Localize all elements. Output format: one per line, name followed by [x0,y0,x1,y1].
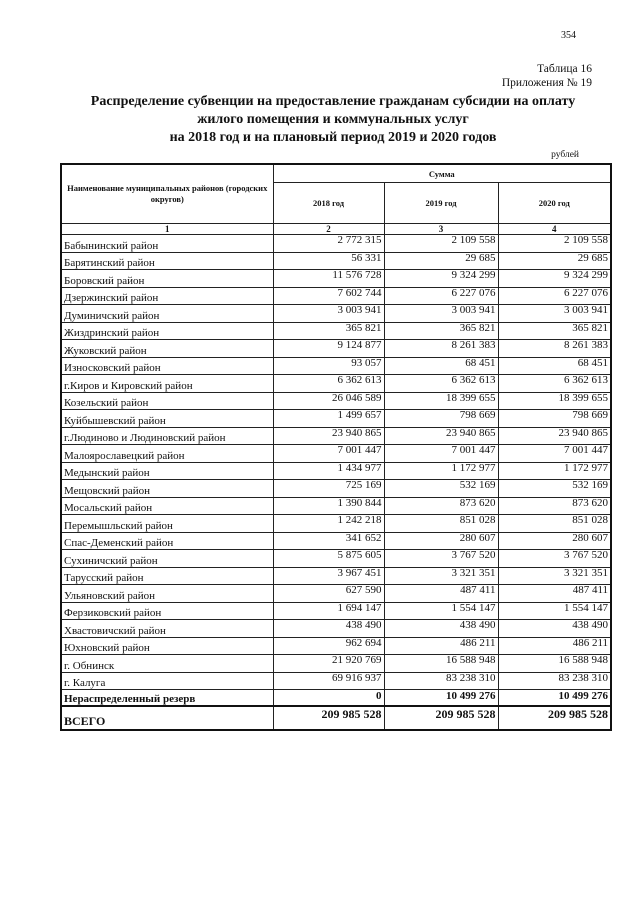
amount-2018: 11 576 728 [273,270,384,288]
district-name: Бабынинский район [61,235,273,253]
amount-2019: 1 554 147 [384,602,498,620]
reserve-row [61,690,611,707]
district-name: Козельский район [61,392,273,410]
header-sum: Сумма [273,164,611,183]
table-row [61,585,611,603]
amount-2018: 3 003 941 [273,305,384,323]
column-number: 1 [61,224,273,235]
total-2019: 209 985 528 [384,706,498,730]
amount-2019: 68 451 [384,357,498,375]
amount-2018: 5 875 605 [273,550,384,568]
table-row [61,497,611,515]
district-name: Жуковский район [61,340,273,358]
amount-2019: 486 211 [384,637,498,655]
reserve-2020: 10 499 276 [498,690,611,707]
amount-2019: 18 399 655 [384,392,498,410]
table-row [61,427,611,445]
title-line3: на 2018 год и на плановый период 2019 и 2020 годов [169,130,497,145]
amount-2019: 798 669 [384,410,498,428]
table-row [61,375,611,393]
table-row [61,620,611,638]
table-row [61,235,611,253]
amount-2019: 280 607 [384,532,498,550]
table-row [61,322,611,340]
column-number: 3 [384,224,498,235]
amount-2018: 365 821 [273,322,384,340]
district-name: Жиздринский район [61,322,273,340]
district-name: Малоярославецкий район [61,445,273,463]
amount-2018: 962 694 [273,637,384,655]
amount-2019: 2 109 558 [384,235,498,253]
table-row [61,462,611,480]
table-row [61,515,611,533]
amount-2018: 627 590 [273,585,384,603]
table-row [61,602,611,620]
district-name: Дзержинский район [61,287,273,305]
district-name: Ульяновский район [61,585,273,603]
amount-2020: 851 028 [498,515,611,533]
district-name: Тарусский район [61,567,273,585]
amount-2020: 280 607 [498,532,611,550]
amount-2019: 16 588 948 [384,655,498,673]
amount-2019: 438 490 [384,620,498,638]
table-row [61,550,611,568]
amount-2020: 7 001 447 [498,445,611,463]
table-row [61,532,611,550]
amount-2019: 6 362 613 [384,375,498,393]
document-title [58,93,608,147]
amount-2020: 9 324 299 [498,270,611,288]
column-number: 2 [273,224,384,235]
district-name: Перемышльский район [61,515,273,533]
amount-2020: 18 399 655 [498,392,611,410]
amount-2018: 7 001 447 [273,445,384,463]
amount-2020: 1 172 977 [498,462,611,480]
amount-2019: 532 169 [384,480,498,498]
amount-2019: 7 001 447 [384,445,498,463]
amount-2018: 438 490 [273,620,384,638]
amount-2020: 365 821 [498,322,611,340]
amount-2019: 1 172 977 [384,462,498,480]
amount-2018: 1 242 218 [273,515,384,533]
district-name: Барятинский район [61,252,273,270]
district-name: Спас-Деменский район [61,532,273,550]
table-ref-line2: Приложения № 19 [501,77,592,89]
amount-2018: 7 602 744 [273,287,384,305]
amount-2018: 26 046 589 [273,392,384,410]
amount-2019: 6 227 076 [384,287,498,305]
table-row [61,567,611,585]
amount-2020: 8 261 383 [498,340,611,358]
title-line2: жилого помещения и коммунальных услуг [197,112,469,127]
district-name: Мещовский район [61,480,273,498]
table-row [61,305,611,323]
table-row [61,672,611,690]
amount-2019: 9 324 299 [384,270,498,288]
reserve-2019: 10 499 276 [384,690,498,707]
amount-2019: 873 620 [384,497,498,515]
table-row [61,655,611,673]
total-2018: 209 985 528 [273,706,384,730]
subsidy-table [60,163,612,731]
amount-2020: 23 940 865 [498,427,611,445]
amount-2020: 438 490 [498,620,611,638]
amount-2020: 2 109 558 [498,235,611,253]
amount-2018: 56 331 [273,252,384,270]
table-row [61,410,611,428]
table-row [61,357,611,375]
amount-2020: 68 451 [498,357,611,375]
table-row [61,445,611,463]
district-name: г.Киров и Кировский район [61,375,273,393]
amount-2018: 9 124 877 [273,340,384,358]
table-row [61,637,611,655]
total-2020: 209 985 528 [498,706,611,730]
district-name: Медынский район [61,462,273,480]
table-row [61,392,611,410]
table-row [61,480,611,498]
title-line1: Распределение субвенции на предоставление гражданам субсидии на оплату [90,94,576,109]
amount-2018: 21 920 769 [273,655,384,673]
amount-2018: 1 390 844 [273,497,384,515]
amount-2019: 365 821 [384,322,498,340]
header-year-2020: 2020 год [498,183,611,224]
reserve-name: Нераспределенный резерв [61,690,273,707]
amount-2018: 6 362 613 [273,375,384,393]
amount-2019: 3 767 520 [384,550,498,568]
amount-2019: 3 321 351 [384,567,498,585]
amount-2019: 23 940 865 [384,427,498,445]
page-number: 354 [561,30,576,41]
amount-2020: 3 321 351 [498,567,611,585]
district-name: г. Калуга [61,672,273,690]
reserve-2018: 0 [273,690,384,707]
table-row [61,270,611,288]
amount-2018: 1 434 977 [273,462,384,480]
amount-2018: 23 940 865 [273,427,384,445]
amount-2020: 532 169 [498,480,611,498]
amount-2018: 69 916 937 [273,672,384,690]
district-name: Износковский район [61,357,273,375]
header-name: Наименование муниципальных районов (городских округов) [61,164,273,224]
district-name: Юхновский район [61,637,273,655]
district-name: Думиничский район [61,305,273,323]
amount-2019: 487 411 [384,585,498,603]
amount-2020: 486 211 [498,637,611,655]
amount-2020: 3 767 520 [498,550,611,568]
amount-2020: 487 411 [498,585,611,603]
amount-2019: 851 028 [384,515,498,533]
amount-2018: 2 772 315 [273,235,384,253]
total-row [61,706,611,730]
amount-2020: 16 588 948 [498,655,611,673]
header-year-2018: 2018 год [273,183,384,224]
amount-2018: 93 057 [273,357,384,375]
amount-2020: 83 238 310 [498,672,611,690]
amount-2020: 798 669 [498,410,611,428]
amount-2018: 3 967 451 [273,567,384,585]
table-row [61,287,611,305]
amount-2020: 6 227 076 [498,287,611,305]
district-name: Мосальский район [61,497,273,515]
amount-2019: 29 685 [384,252,498,270]
column-number: 4 [498,224,611,235]
table-reference [502,62,592,90]
header-year-2019: 2019 год [384,183,498,224]
district-name: г. Обнинск [61,655,273,673]
table-ref-line1: Таблица 16 [537,63,592,75]
amount-2019: 3 003 941 [384,305,498,323]
district-name: Сухиничский район [61,550,273,568]
amount-2020: 1 554 147 [498,602,611,620]
amount-2020: 873 620 [498,497,611,515]
amount-2020: 3 003 941 [498,305,611,323]
unit-label: рублей [551,150,579,160]
amount-2020: 29 685 [498,252,611,270]
district-name: г.Людиново и Людиновский район [61,427,273,445]
amount-2019: 8 261 383 [384,340,498,358]
district-name: Ферзиковский район [61,602,273,620]
district-name: Хвастовичский район [61,620,273,638]
table-body [61,235,611,690]
amount-2018: 1 694 147 [273,602,384,620]
table-row [61,340,611,358]
amount-2018: 341 652 [273,532,384,550]
table-row [61,252,611,270]
amount-2018: 725 169 [273,480,384,498]
district-name: Боровский район [61,270,273,288]
amount-2019: 83 238 310 [384,672,498,690]
total-name: ВСЕГО [61,706,273,730]
amount-2018: 1 499 657 [273,410,384,428]
district-name: Куйбышевский район [61,410,273,428]
amount-2020: 6 362 613 [498,375,611,393]
